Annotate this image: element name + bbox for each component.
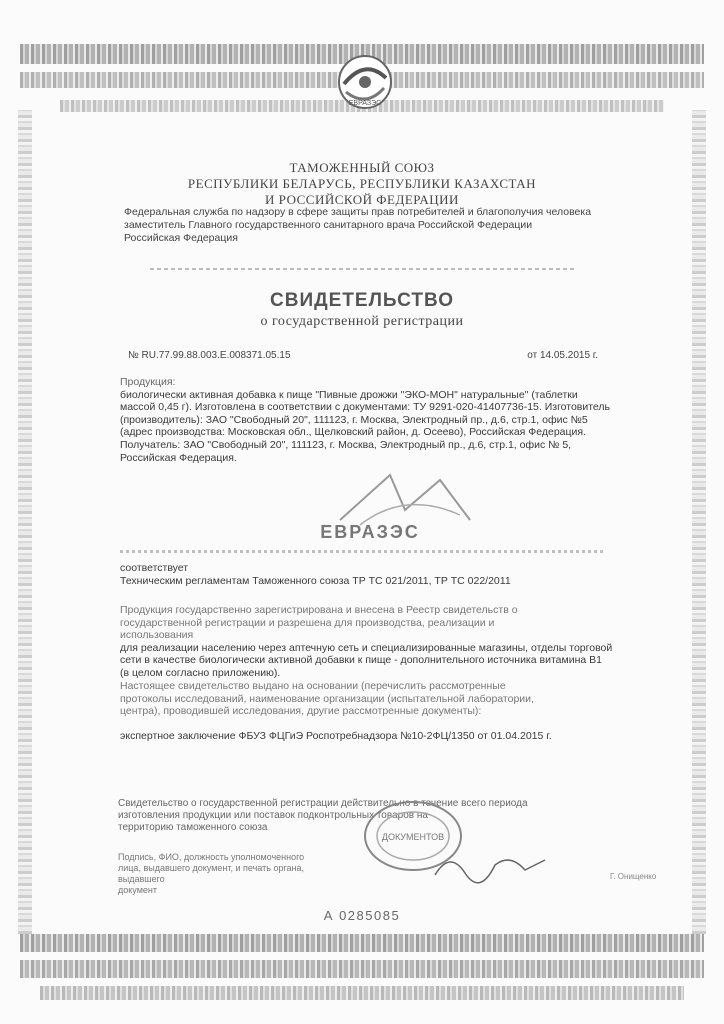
dotted-divider bbox=[120, 550, 604, 553]
issuing-agency bbox=[124, 206, 614, 245]
product-line-2: массой 0,45 г). Изготовлена в соответствии с документами: ТУ 9291-020-41407736-15. Изготовитель bbox=[120, 401, 611, 414]
sign-line-1: Подпись, ФИО, должность уполномоченного bbox=[118, 852, 305, 862]
basis-line-2: протоколы исследований, наименование организации (испытательной лаборатории, bbox=[120, 692, 534, 705]
product-line-1: биологически активная добавка к пище "Пивные дрожжи "ЭКО-МОН" натуральные" (таблетки bbox=[120, 388, 578, 401]
product-description bbox=[120, 376, 620, 464]
seal-text: ДОКУМЕНТОВ bbox=[381, 832, 445, 842]
validity-line-3: территорию таможенного союза bbox=[118, 822, 268, 833]
product-label: Продукция: bbox=[120, 376, 176, 388]
emblem-caption: ЕВРАЗЭС bbox=[348, 100, 382, 107]
expert-conclusion: экспертное заключение ФБУЗ ФЦГиЭ Роспотребнадзора №10-2ФЦ/1350 от 01.04.2015 г. bbox=[120, 730, 552, 742]
handwritten-signature bbox=[430, 845, 550, 885]
signature-caption bbox=[118, 852, 318, 896]
eurasec-emblem-icon bbox=[322, 48, 408, 134]
product-line-3: (производитель): ЗАО "Свободный 20", 111123, г. Москва, Электродный пр., д.6, стр.1, офис №5 bbox=[120, 413, 588, 426]
registry-line-3: использования bbox=[120, 629, 194, 642]
registry-line-5: сети в качестве биологически активной добавки к пище - дополнительного источника витамина В1 bbox=[120, 654, 602, 667]
document-subtitle: о государственной регистрации bbox=[260, 314, 464, 329]
registration-number: № RU.77.99.88.003.Е.008371.05.15 bbox=[128, 350, 291, 361]
union-line-1: ТАМОЖЕННЫЙ СОЮЗ bbox=[289, 160, 435, 175]
registry-line-2: государственной регистрации и разрешена для производства, реализации и bbox=[120, 616, 495, 629]
signer-name: Г. Онищенко bbox=[610, 872, 657, 881]
sign-line-3: документ bbox=[118, 885, 157, 895]
basis-line-1: Настоящее свидетельство выдано на основании (перечислить рассмотренные bbox=[120, 680, 506, 692]
agency-line-3: Российская Федерация bbox=[124, 232, 238, 244]
conformity-section bbox=[120, 562, 625, 587]
agency-line-2: заместитель Главного государственного санитарного врача Российской Федерации bbox=[124, 219, 533, 231]
product-line-4: (адрес производства: Московская обл., Щелковский район, д. Осеево), Российская Федерация. bbox=[120, 426, 587, 439]
registration-date: от 14.05.2015 г. bbox=[527, 350, 598, 361]
watermark-signature bbox=[330, 470, 480, 530]
bottom-border-band-3 bbox=[40, 986, 684, 1000]
registry-section bbox=[120, 604, 625, 680]
bottom-border-band-2 bbox=[20, 960, 704, 978]
union-line-2: РЕСПУБЛИКИ БЕЛАРУСЬ, РЕСПУБЛИКИ КАЗАХСТАН bbox=[187, 176, 537, 191]
registry-line-6: (в целом согласно приложению). bbox=[120, 666, 281, 679]
product-line-6: Российская Федерация. bbox=[120, 451, 237, 464]
bottom-border-band bbox=[20, 934, 704, 952]
validity-line-1: Свидетельство о государственной регистрации действительно в течение всего периода bbox=[118, 798, 528, 809]
registry-line-4: для реализации населению через аптечную сеть и специализированные магазины, отделы торговой bbox=[120, 641, 613, 654]
registration-row bbox=[128, 350, 598, 361]
right-border-band bbox=[692, 110, 706, 934]
product-line-5: Получатель: ЗАО "Свободный 20", 111123, г. Москва, Электродный пр., д.6, стр.1, офис № 5, bbox=[120, 438, 572, 451]
validity-line-2: изготовления продукции или поставок подконтрольных товаров на bbox=[118, 810, 428, 821]
agency-line-1: Федеральная служба по надзору в сфере защиты прав потребителей и благополучия человека bbox=[124, 206, 592, 218]
eurasec-stamp-code: ЕВРАЗЭС bbox=[320, 522, 420, 542]
registry-line-1: Продукция государственно зарегистрирована и внесена в Реестр свидетельств о bbox=[120, 604, 518, 616]
sign-line-2: лица, выдавшего документ, и печать органа, выдавшего bbox=[118, 863, 305, 884]
union-line-3: И РОССИЙСКОЙ ФЕДЕРАЦИИ bbox=[265, 192, 459, 207]
document-title: СВИДЕТЕЛЬСТВО bbox=[270, 290, 454, 311]
conformity-line-1: соответствует bbox=[120, 562, 189, 574]
union-heading bbox=[110, 160, 614, 208]
divider bbox=[150, 268, 574, 270]
conformity-line-2: Техническим регламентам Таможенного союза ТР ТС 021/2011, ТР ТС 022/2011 bbox=[120, 574, 511, 587]
left-border-band bbox=[18, 110, 32, 934]
serial-number: А 0285085 bbox=[323, 908, 401, 923]
basis-line-3: центра), проводившей исследования, другие рассмотренные документы): bbox=[120, 705, 482, 718]
basis-section bbox=[120, 680, 625, 718]
